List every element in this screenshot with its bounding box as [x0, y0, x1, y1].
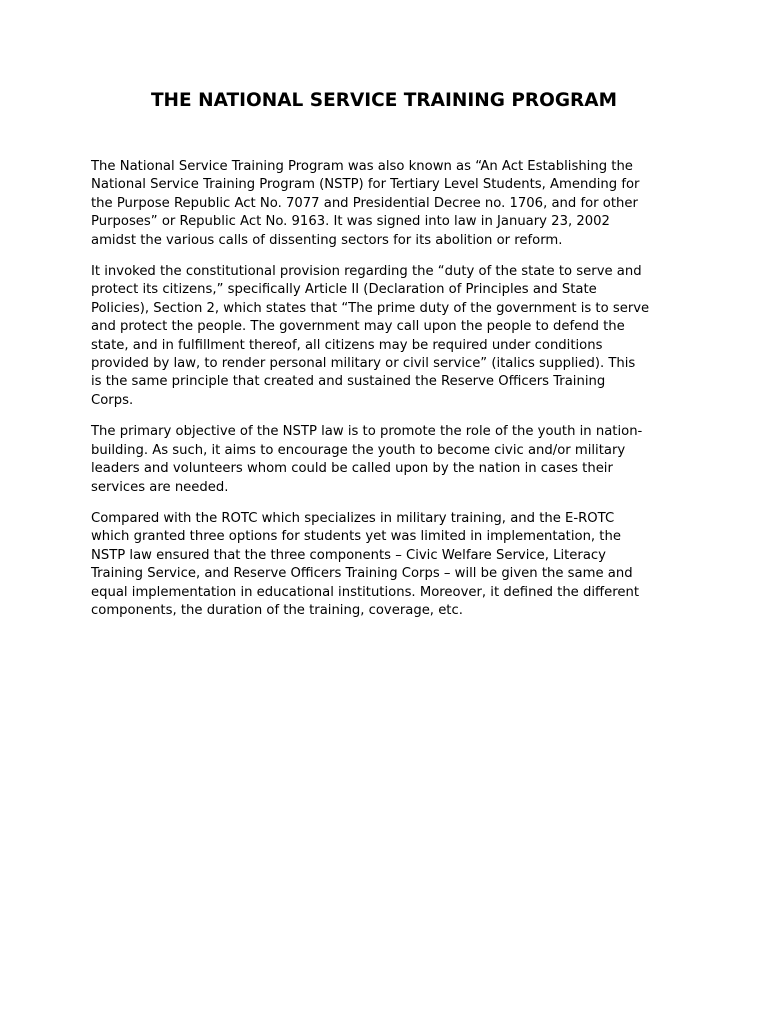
text-line: is the same principle that created and sustained the Reserve Officers Training [91, 374, 606, 390]
text-line: The primary objective of the NSTP law is to promote the role of the youth in nation- [91, 424, 643, 440]
text-line: which granted three options for students yet was limited in implementation, the [91, 529, 621, 545]
text-line: Policies), Section 2, which states that “The prime duty of the government is to serve [91, 300, 650, 316]
text-line: The National Service Training Program was also known as “An Act Establishing the [91, 159, 633, 174]
text-line: National Service Training Program (NSTP) for Tertiary Level Students, Amending for [91, 177, 640, 193]
paragraph-1 [91, 158, 691, 250]
text-line: Training Service, and Reserve Officers Training Corps – will be given the same and [91, 566, 633, 582]
text-line: state, and in fulfillment thereof, all citizens may be required under conditions [91, 337, 603, 353]
document-body [91, 158, 691, 633]
paragraph-2 [91, 263, 691, 410]
text-line: It invoked the constitutional provision regarding the “duty of the state to serve and [91, 264, 642, 280]
text-line: leaders and volunteers whom could be called upon by the nation in cases their [91, 461, 613, 477]
text-line: services are needed. [91, 479, 229, 495]
text-line: building. As such, it aims to encourage the youth to become civic and/or military [91, 442, 626, 458]
text-line: Corps. [91, 392, 134, 408]
text-line: provided by law, to render personal military or civil service” (italics supplied). This [91, 356, 636, 372]
text-line: Compared with the ROTC which specializes in military training, and the E-ROTC [91, 510, 615, 526]
text-line: Purposes” or Republic Act No. 9163. It was signed into law in January 23, 2002 [91, 214, 610, 230]
paragraph-4 [91, 510, 691, 620]
text-line: the Purpose Republic Act No. 7077 and Presidential Decree no. 1706, and for other [91, 195, 638, 211]
text-line: NSTP law ensured that the three components – Civic Welfare Service, Literacy [91, 547, 606, 563]
text-line: protect its citizens,” specifically Article II (Declaration of Principles and State [91, 282, 597, 298]
text-line: components, the duration of the training, coverage, etc. [91, 602, 463, 618]
paragraph-3 [91, 423, 691, 497]
text-line: equal implementation in educational institutions. Moreover, it defined the different [91, 584, 639, 600]
text-line: amidst the various calls of dissenting sectors for its abolition or reform. [91, 232, 563, 248]
text-line: and protect the people. The government may call upon the people to defend the [91, 319, 625, 335]
document-title: THE NATIONAL SERVICE TRAINING PROGRAM [150, 90, 618, 111]
